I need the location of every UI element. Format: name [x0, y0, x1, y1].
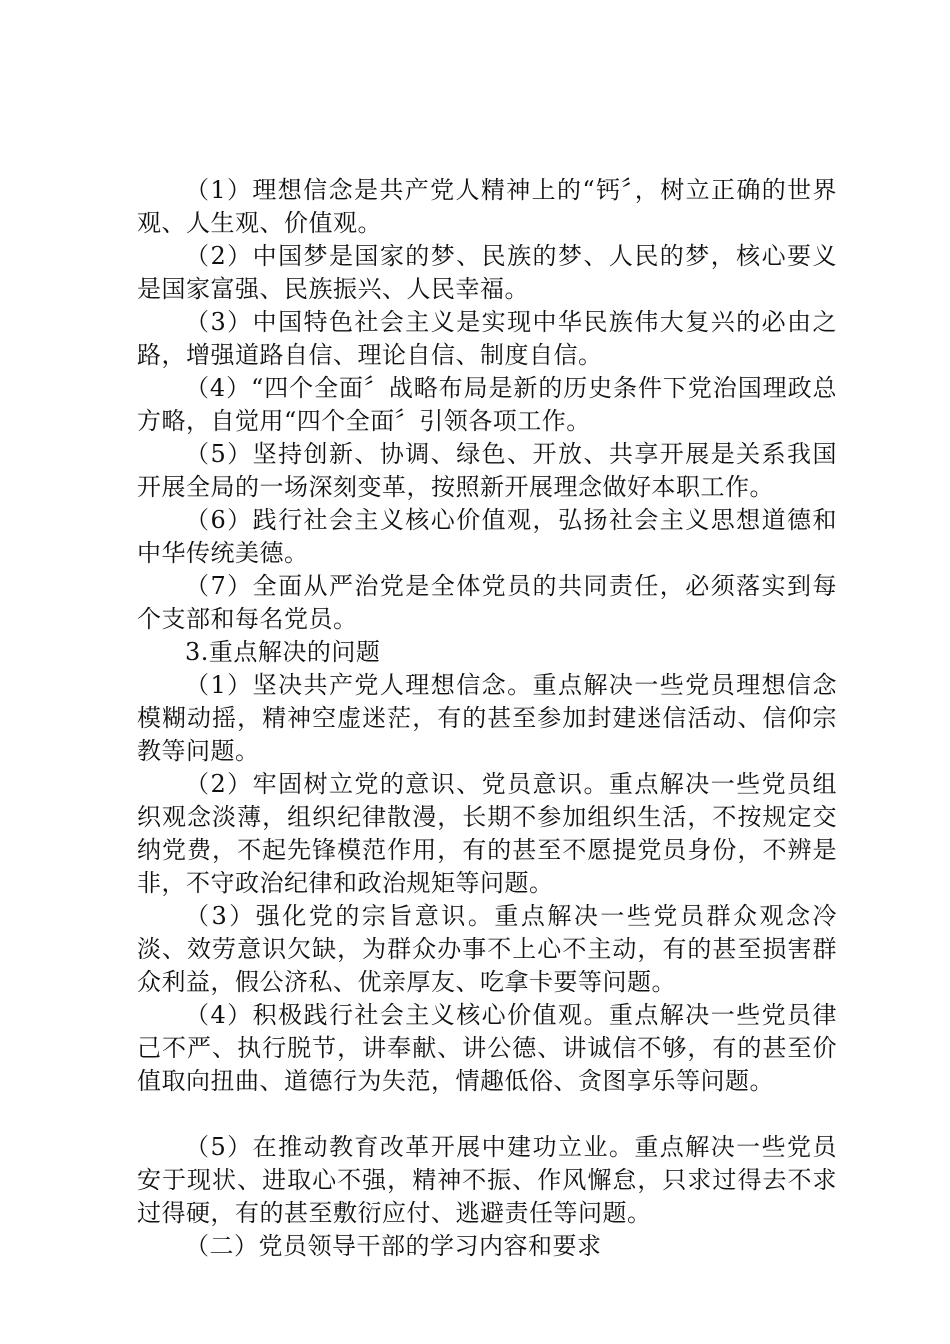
problem-item-5: （5）在推动教育改革开展中建功立业。重点解决一些党员安于现状、进取心不强，精神不振、作风懈怠，只求过得去不求过得硬，有的甚至敷衍应付、逃避责任等问题。 — [137, 1133, 837, 1227]
subsection-heading: （二）党员领导干部的学习内容和要求 — [185, 1232, 602, 1260]
document-body — [137, 174, 837, 1263]
paragraph-item-6: （6）践行社会主义核心价值观，弘扬社会主义思想道德和中华传统美德。 — [137, 506, 837, 567]
paragraph-item-2: （2）中国梦是国家的梦、民族的梦、人民的梦，核心要义是国家富强、民族振兴、人民幸福。 — [137, 242, 837, 303]
section-heading: 3.重点解决的问题 — [185, 638, 381, 666]
paragraph-item-7: （7）全面从严治党是全体党员的共同责任，必须落实到每个支部和每名党员。 — [137, 572, 837, 633]
problem-item-4: （4）积极践行社会主义核心价值观。重点解决一些党员律己不严、执行脱节，讲奉献、讲公德、讲诚信不够，有的甚至价值取向扭曲、道德行为失范，情趣低俗、贪图享乐等问题。 — [137, 1001, 837, 1095]
problem-item-3: （3）强化党的宗旨意识。重点解决一些党员群众观念冷淡、效劳意识欠缺，为群众办事不上心不主动，有的甚至损害群众利益，假公济私、优亲厚友、吃拿卡要等问题。 — [137, 902, 837, 996]
paragraph-item-3: （3）中国特色社会主义是实现中华民族伟大复兴的必由之路，增强道路自信、理论自信、制度自信。 — [137, 308, 837, 369]
paragraph-item-5: （5）坚持创新、协调、绿色、开放、共享开展是关系我国开展全局的一场深刻变革，按照新开展理念做好本职工作。 — [137, 440, 837, 501]
problem-item-2: （2）牢固树立党的意识、党员意识。重点解决一些党员组织观念淡薄，组织纪律散漫，长期不参加组织生活，不按规定交纳党费，不起先锋模范作用，有的甚至不愿提党员身份，不辨是非，不守政治纪律和政治规矩等问题。 — [137, 770, 837, 897]
paragraph-gap — [137, 1098, 837, 1131]
paragraph-item-4: （4）“四个全面〞战略布局是新的历史条件下党治国理政总方略，自觉用“四个全面〞引领各项工作。 — [137, 374, 837, 435]
paragraph-item-1: （1）理想信念是共产党人精神上的“钙〞，树立正确的世界观、人生观、价值观。 — [137, 176, 837, 237]
problem-item-1: （1）坚决共产党人理想信念。重点解决一些党员理想信念模糊动摇，精神空虚迷茫，有的甚至参加封建迷信活动、信仰宗教等问题。 — [137, 671, 837, 765]
